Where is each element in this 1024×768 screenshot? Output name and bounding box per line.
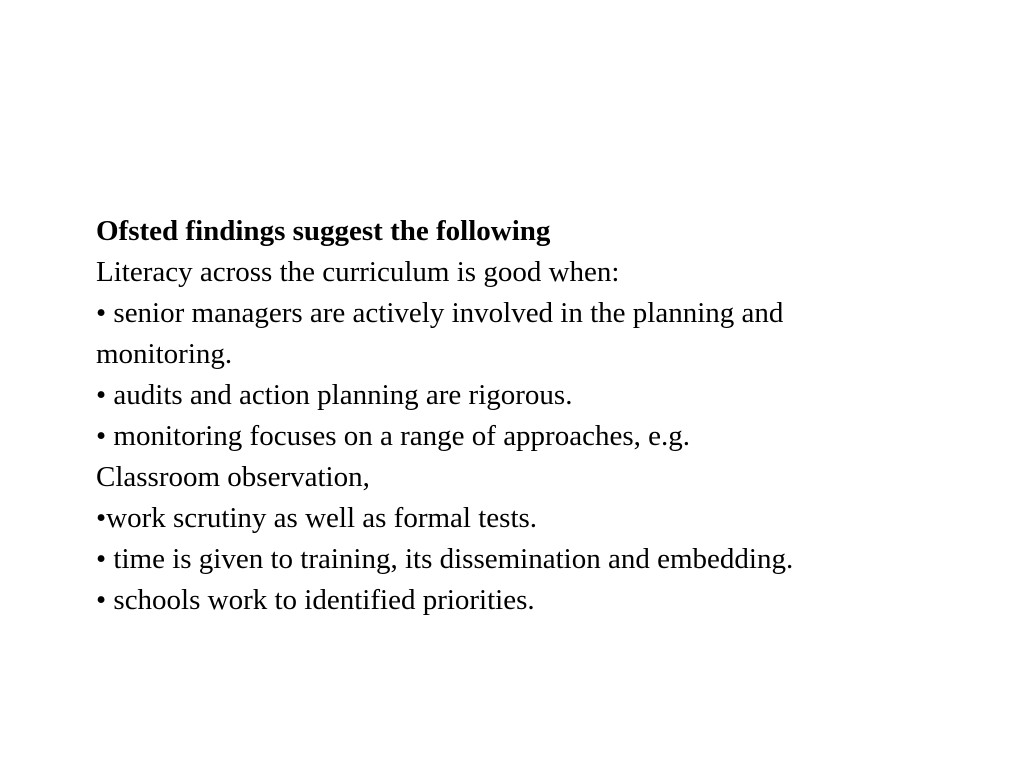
bullet-line: • audits and action planning are rigorous. <box>96 379 573 411</box>
bullet-line: monitoring. <box>96 338 233 370</box>
bullet-line: • monitoring focuses on a range of approaches, e.g. <box>96 420 690 452</box>
bullet-line: Classroom observation, <box>96 461 370 493</box>
bullet-line: • senior managers are actively involved in the planning and <box>96 297 784 329</box>
slide-heading: Ofsted findings suggest the following <box>96 215 551 247</box>
text-block <box>96 211 996 621</box>
intro-line: Literacy across the curriculum is good when: <box>96 256 620 288</box>
bullet-line: • schools work to identified priorities. <box>96 584 535 616</box>
bullet-line: • time is given to training, its dissemination and embedding. <box>96 543 794 575</box>
bullet-line: •work scrutiny as well as formal tests. <box>96 502 538 534</box>
